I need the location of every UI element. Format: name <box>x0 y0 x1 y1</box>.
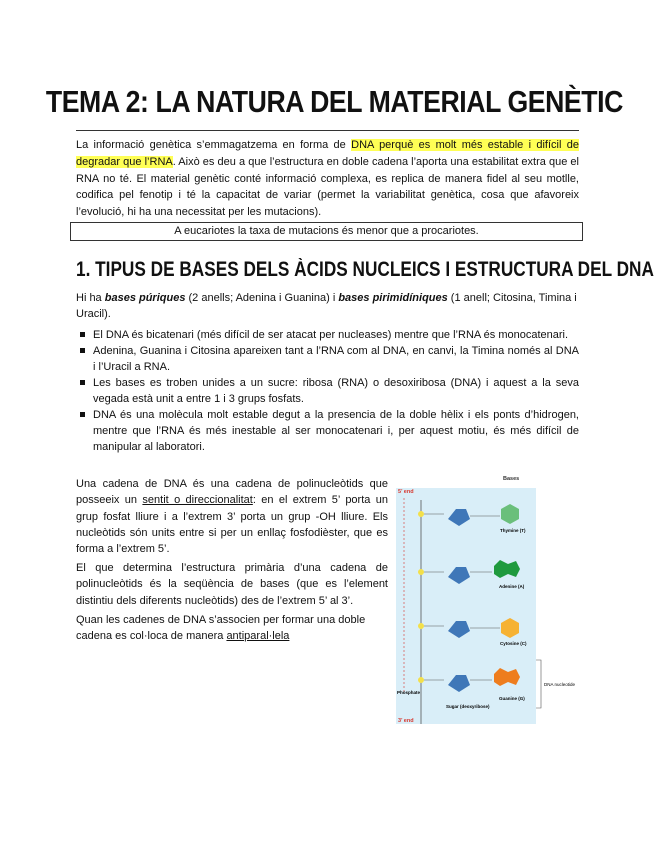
intro-paragraph <box>76 130 579 221</box>
phosphate-label: Phosphate <box>397 690 421 695</box>
intro-text-1: La informació genètica s’emmagatzema en forma de <box>76 139 352 151</box>
sugar-label: Sugar (deoxyribose) <box>446 704 490 709</box>
p1-pyrimidines: bases pirimidíniques <box>338 292 448 304</box>
list-item: Les bases es troben unides a un sucre: ribosa (RNA) o desoxiribosa (DNA) i aquest a la seva vegada està unit a entre 1 i 3 grups fosfats. <box>80 375 579 407</box>
phosphate-icon <box>418 569 424 575</box>
intro-text-2: . Això es deu a que l’estructura en doble cadena l’aporta una estabilitat extra que el RNA no té. El material genètic conté informació complexa, es replica de manera fidel al seu motlle, codifica pel fenotip i té la capacitat de variar (permet la variabilitat genètica, cosa que afavoreix l’evolució, hi ha una necessitat per les mutacions). <box>76 155 579 219</box>
page-title: TEMA 2: LA NATURA DEL MATERIAL GENÈTIC <box>45 84 623 119</box>
bases-paragraph <box>76 290 579 322</box>
directionality-paragraph <box>76 476 388 557</box>
p1-purines: bases púriques <box>104 292 186 304</box>
primary-structure-paragraph: El que determina l’estructura primària d’una cadena de polinucleòtids és la seqüència de bases (que es l’element distintiu dels diferents nucleòtids) des de l’extrem 5’ al 3’. <box>76 562 388 607</box>
dna-nucleotide-figure <box>396 474 584 732</box>
p1-text-c: (2 anells; Adenina i Guanina) i <box>185 292 339 304</box>
antiparallel-paragraph <box>76 612 388 645</box>
p1-text-e: (1 anell; Citosina, Timina i Uracil). <box>76 292 577 320</box>
phosphate-icon <box>418 511 424 517</box>
cytosine-label: Cytosine (C) <box>500 641 527 646</box>
c3-underlined: antiparal·lela <box>226 630 290 643</box>
intro-highlight: DNA perquè es molt més estable i difícil de degradar que l’RNA <box>76 139 579 168</box>
list-item: DNA és una molècula molt estable degut a la presencia de la doble hèlix i els ponts d’hidrogen, mentre que l’RNA és més inestable al ser monocatenari i, per aquest motiu, és més difícil de manipular al laboratori. <box>80 407 579 455</box>
boxed-note: A eucariotes la taxa de mutacions és menor que a procariotes. <box>70 222 583 241</box>
five-prime-label: 5’ end <box>398 489 414 495</box>
c1-text-a: Una cadena de DNA és una cadena de polinucleòtids que posseeix un <box>76 478 388 507</box>
guanine-label: Guanine (G) <box>499 696 525 701</box>
figure-background <box>396 488 536 724</box>
nucleotide-label: DNA nucleotide <box>544 682 576 687</box>
c3-text-a: Quan les cadenes de DNA s’associen per formar una doble cadena es col·loca de manera <box>76 614 366 643</box>
bullet-list <box>80 327 579 455</box>
c1-underlined: sentit o direccionalitat <box>142 494 253 507</box>
thymine-label: Thymine (T) <box>500 528 526 533</box>
phosphate-icon <box>418 677 424 683</box>
phosphate-icon <box>418 623 424 629</box>
p1-text-a: Hi ha <box>76 292 105 304</box>
bases-label: Bases <box>503 476 520 482</box>
list-item: El DNA és bicatenari (més difícil de ser atacat per nucleases) mentre que l’RNA és monocatenari. <box>80 327 579 343</box>
c1-text-b: : en el extrem 5’ porta un grup fosfat lliure i a l’extrem 3’ porta un grup -OH lliure. Els nucleòtids són units entre si per un enllaç fosfodièster, que es forma a l’extrem 5’. <box>76 494 388 556</box>
list-item: Adenina, Guanina i Citosina apareixen tant a l’RNA com al DNA, en canvi, la Timina només al DNA i l’Uracil a RNA. <box>80 343 579 375</box>
section-heading: 1. TIPUS DE BASES DELS ÀCIDS NUCLEICS I ESTRUCTURA DEL DNA <box>76 258 654 281</box>
adenine-label: Adenine (A) <box>499 584 525 589</box>
three-prime-label: 3’ end <box>398 718 414 724</box>
